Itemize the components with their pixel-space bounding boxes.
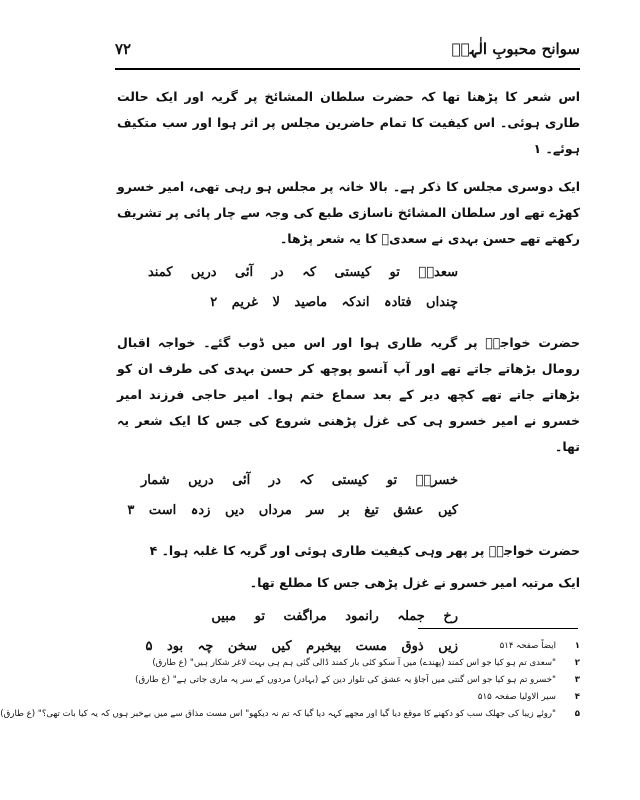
page-header [115,32,580,66]
footnote [115,638,580,655]
footnote [115,655,580,672]
verse-line: رخ جملہ رانمود مراگفت تو مبیں [211,609,458,624]
running-title: سوانح محبوبِ الٰہیؒ [451,40,580,58]
footnote-text: ایضاً صفحہ ۵۱۴ [499,641,556,651]
verse-couplet-2 [117,466,580,526]
verse-line: سعدیؔ تو کیستی کہ در آئی دریں کمند [147,265,458,280]
verse-couplet-1 [117,258,580,318]
footnote [115,689,580,706]
verse-line: چنداں فتادہ اندکہ ماصید لا غریم ۲ [210,295,458,310]
paragraph-3: حضرت خواجہؒ پر گریہ طاری ہوا اور اس میں ڈوب گئے۔ خواجہ اقبال رومال بڑھاتے جاتے تھے اور آپ آنسو پوچھ کر حسن بہدی کی طرف ان کو بڑھاتے جاتے تھے کچھ دیر کے بعد سماع ختم ہوا۔ امیر حاجی فرزند امیر خسرو نے امیر خسرو ہی کی غزل پڑھنی شروع کی جس کا ایک شعر یہ تھا۔ [117,335,580,454]
main-text [117,84,580,674]
verse-line: خسروؔ تو کیستی کہ در آئی دریں شمار [140,473,458,488]
footnote-number: ۳ [574,675,580,685]
header-rule [115,68,580,70]
paragraph-5: ایک مرتبہ امیر خسرو نے غزل پڑھی جس کا مطلع تھا۔ [249,575,580,590]
verse-line: زیں ذوق مست بیخبرم کیں سخن چہ بود ۵ [145,639,458,654]
verse-line: کیں عشق تیغ بر سر مرداں دیں زدہ است ۳ [127,503,458,518]
footnote-number: ۵ [574,709,580,719]
footnote-number: ۲ [574,658,580,668]
paragraph-4: حضرت خواجہؒ پر پھر وہی کیفیت طاری ہوئی اور گریہ کا غلبہ ہوا۔ ۴ [149,543,580,558]
footnote-text: "خسرو تم ہو کیا جو اس گنتی میں آجاؤ یہ عشق کی تلوار دین کے (بہادر) مردوں کے سر پہ ماری جاتی ہے" (ع طارق) [135,675,556,685]
paragraph-1: اس شعر کا پڑھنا تھا کہ حضرت سلطان المشائخ پر گریہ اور ایک حالت طاری ہوئی۔ اس کیفیت کا تمام حاضرین مجلس پر اثر ہوا اور سب متکیف ہوئے۔ ۱ [117,89,580,156]
page-number: ۷۲ [115,40,132,58]
footnote-text: "سعدی تم ہو کیا جو اس کمند (پھندے) میں آ سکو کئی بار کمند ڈالی گئی ہم ہی بہت لاغر شکار ہیں" (ع طارق) [152,658,556,668]
footnote-text: سیر الاولیا صفحہ ۵۱۵ [477,692,556,702]
footnote [0,706,580,723]
footnote-text: "روئے زیبا کی جھلک سب کو دکھنے کا موقع دیا گیا اور مجھے کہہ دیا گیا کہ تم نہ دیکھو" اس مست مذاق سے میں بےخبر ہوں کہ یہ کیا بات تھی؟" (ع طارق) [0,709,556,719]
footnotes [0,638,580,723]
paragraph-2: ایک دوسری مجلس کا ذکر ہے۔ بالا خانہ پر مجلس ہو رہی تھی، امیر خسرو کھڑے تھے اور سلطان المشائخ ناسازی طبع کی وجہ سے چار پائی پر تشریف رکھتے تھے حسن بہدی نے سعدیؒ کا یہ شعر پڑھا۔ [117,179,580,246]
footnote-number: ۱ [574,641,580,651]
footnote [115,672,580,689]
footnote-number: ۴ [574,692,580,702]
footnote-rule [418,628,578,629]
